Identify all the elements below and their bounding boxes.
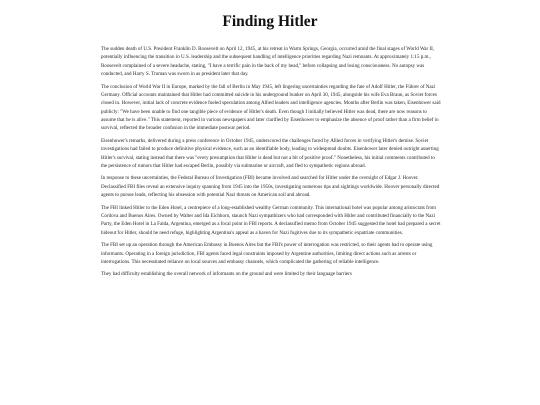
document-title: Finding Hitler: [222, 13, 318, 30]
paragraph-buenos-aires-operation: The FBI set up an operation through the American Embassy in Buenos Aires but the FBI's power of interrogation was restricted, so their agents had to operate using informants. Operating in a foreign jurisdiction, FBI agents faced legal constraints imposed by Argentine authorities, limiting direct actions such as arrests or interrogations. This necessitated reliance on local sources and embassy channels, which complicated the gathering of reliable intelligence.: [101, 242, 433, 265]
paragraph-fbi-involvement: In response to these uncertainties, the Federal Bureau of Investigation (FBI) became involved and searched for Hitler under the oversight of Edgar J. Hoover. Declassified FBI files reveal an extensive inquiry spanning from 1945 into the 1950s, investigating numerous tips and sightings worldwide. Hoover personally directed agents to pursue leads, reflecting his obsession with potential Nazi threats on American soil and abroad.: [101, 175, 440, 199]
document-body: [101, 45, 441, 283]
paragraph-eisenhower-remarks: Eisenhower's remarks, delivered during a press conference in October 1945, underscored the challenges faced by Allied forces in verifying Hitler's demise. Soviet investigations had failed to produce definitive physical evidence, such as an identifiable body, leading to widespread doubts. Eisenhower later denied outright asserting Hitler's survival, stating instead that there was "every presumption that Hitler is dead but not a bit of positive proof." Nonetheless, his initial comments contributed to the persistence of rumors that Hitler had escaped Berlin, possibly via submarine or aircraft, and fled to sympathetic regions abroad.: [101, 137, 439, 169]
paragraph-eden-hotel: The FBI linked Hitler to the Eden Hotel, a centrepiece of a long-established wealthy German community. This international hotel was popular among aristocrats from Cordova and Buenos Aires. Owned by Walter and Ida Eichhorn, staunch Nazi sympathizers who had corresponded with Hitler and contributed financially to the Nazi Party, the Eden Hotel in La Falda, Argentina, emerged as a focal point in FBI reports. A declassified memo from October 1945 suggested the hotel had prepared a secret hideout for Hitler, should he need refuge, highlighting Argentina's appeal as a haven for Nazi fugitives due to its sympathetic expatriate communities.: [101, 204, 441, 236]
paragraph-roosevelt-death: The sudden death of U.S. President Franklin D. Roosevelt on April 12, 1945, at his retreat in Warm Springs, Georgia, occurred amid the final stages of World War II, potentially influencing the transition in U.S. leadership and the subsequent handling of intelligence priorities regarding Nazi remnants. At approximately 1:15 p.m., Roosevelt complained of a severe headache, stating, "I have a terrific pain in the back of my head," before collapsing and losing consciousness. No autopsy was conducted, and Harry S. Truman was sworn in as president later that day.: [101, 46, 435, 78]
paragraph-fall-of-berlin: The conclusion of World War II in Europe, marked by the fall of Berlin in May 1945, left lingering uncertainties regarding the fate of Adolf Hitler, the Führer of Nazi Germany. Official accounts maintained that Hitler had committed suicide in his underground bunker on April 30, 1945, alongside his wife Eva Braun, as Soviet forces closed in. However, initial lack of concrete evidence fueled speculation among Allied leaders and intelligence agencies. Months after Berlin was taken, Eisenhower said publicly: "We have been unable to find one tangible piece of evidence of Hitler's death. Even though I initially believed Hitler was dead, there are now reasons to assume that he is alive." This statement, reported in various newspapers and later clarified by Eisenhower to emphasize the absence of proof rather than a firm belief in survival, reflected the broader confusion in the immediate postwar period.: [101, 83, 441, 132]
paragraph-informant-network: They had difficulty establishing the overall network of informants on the ground and were limited by their language barriers: [101, 271, 352, 278]
